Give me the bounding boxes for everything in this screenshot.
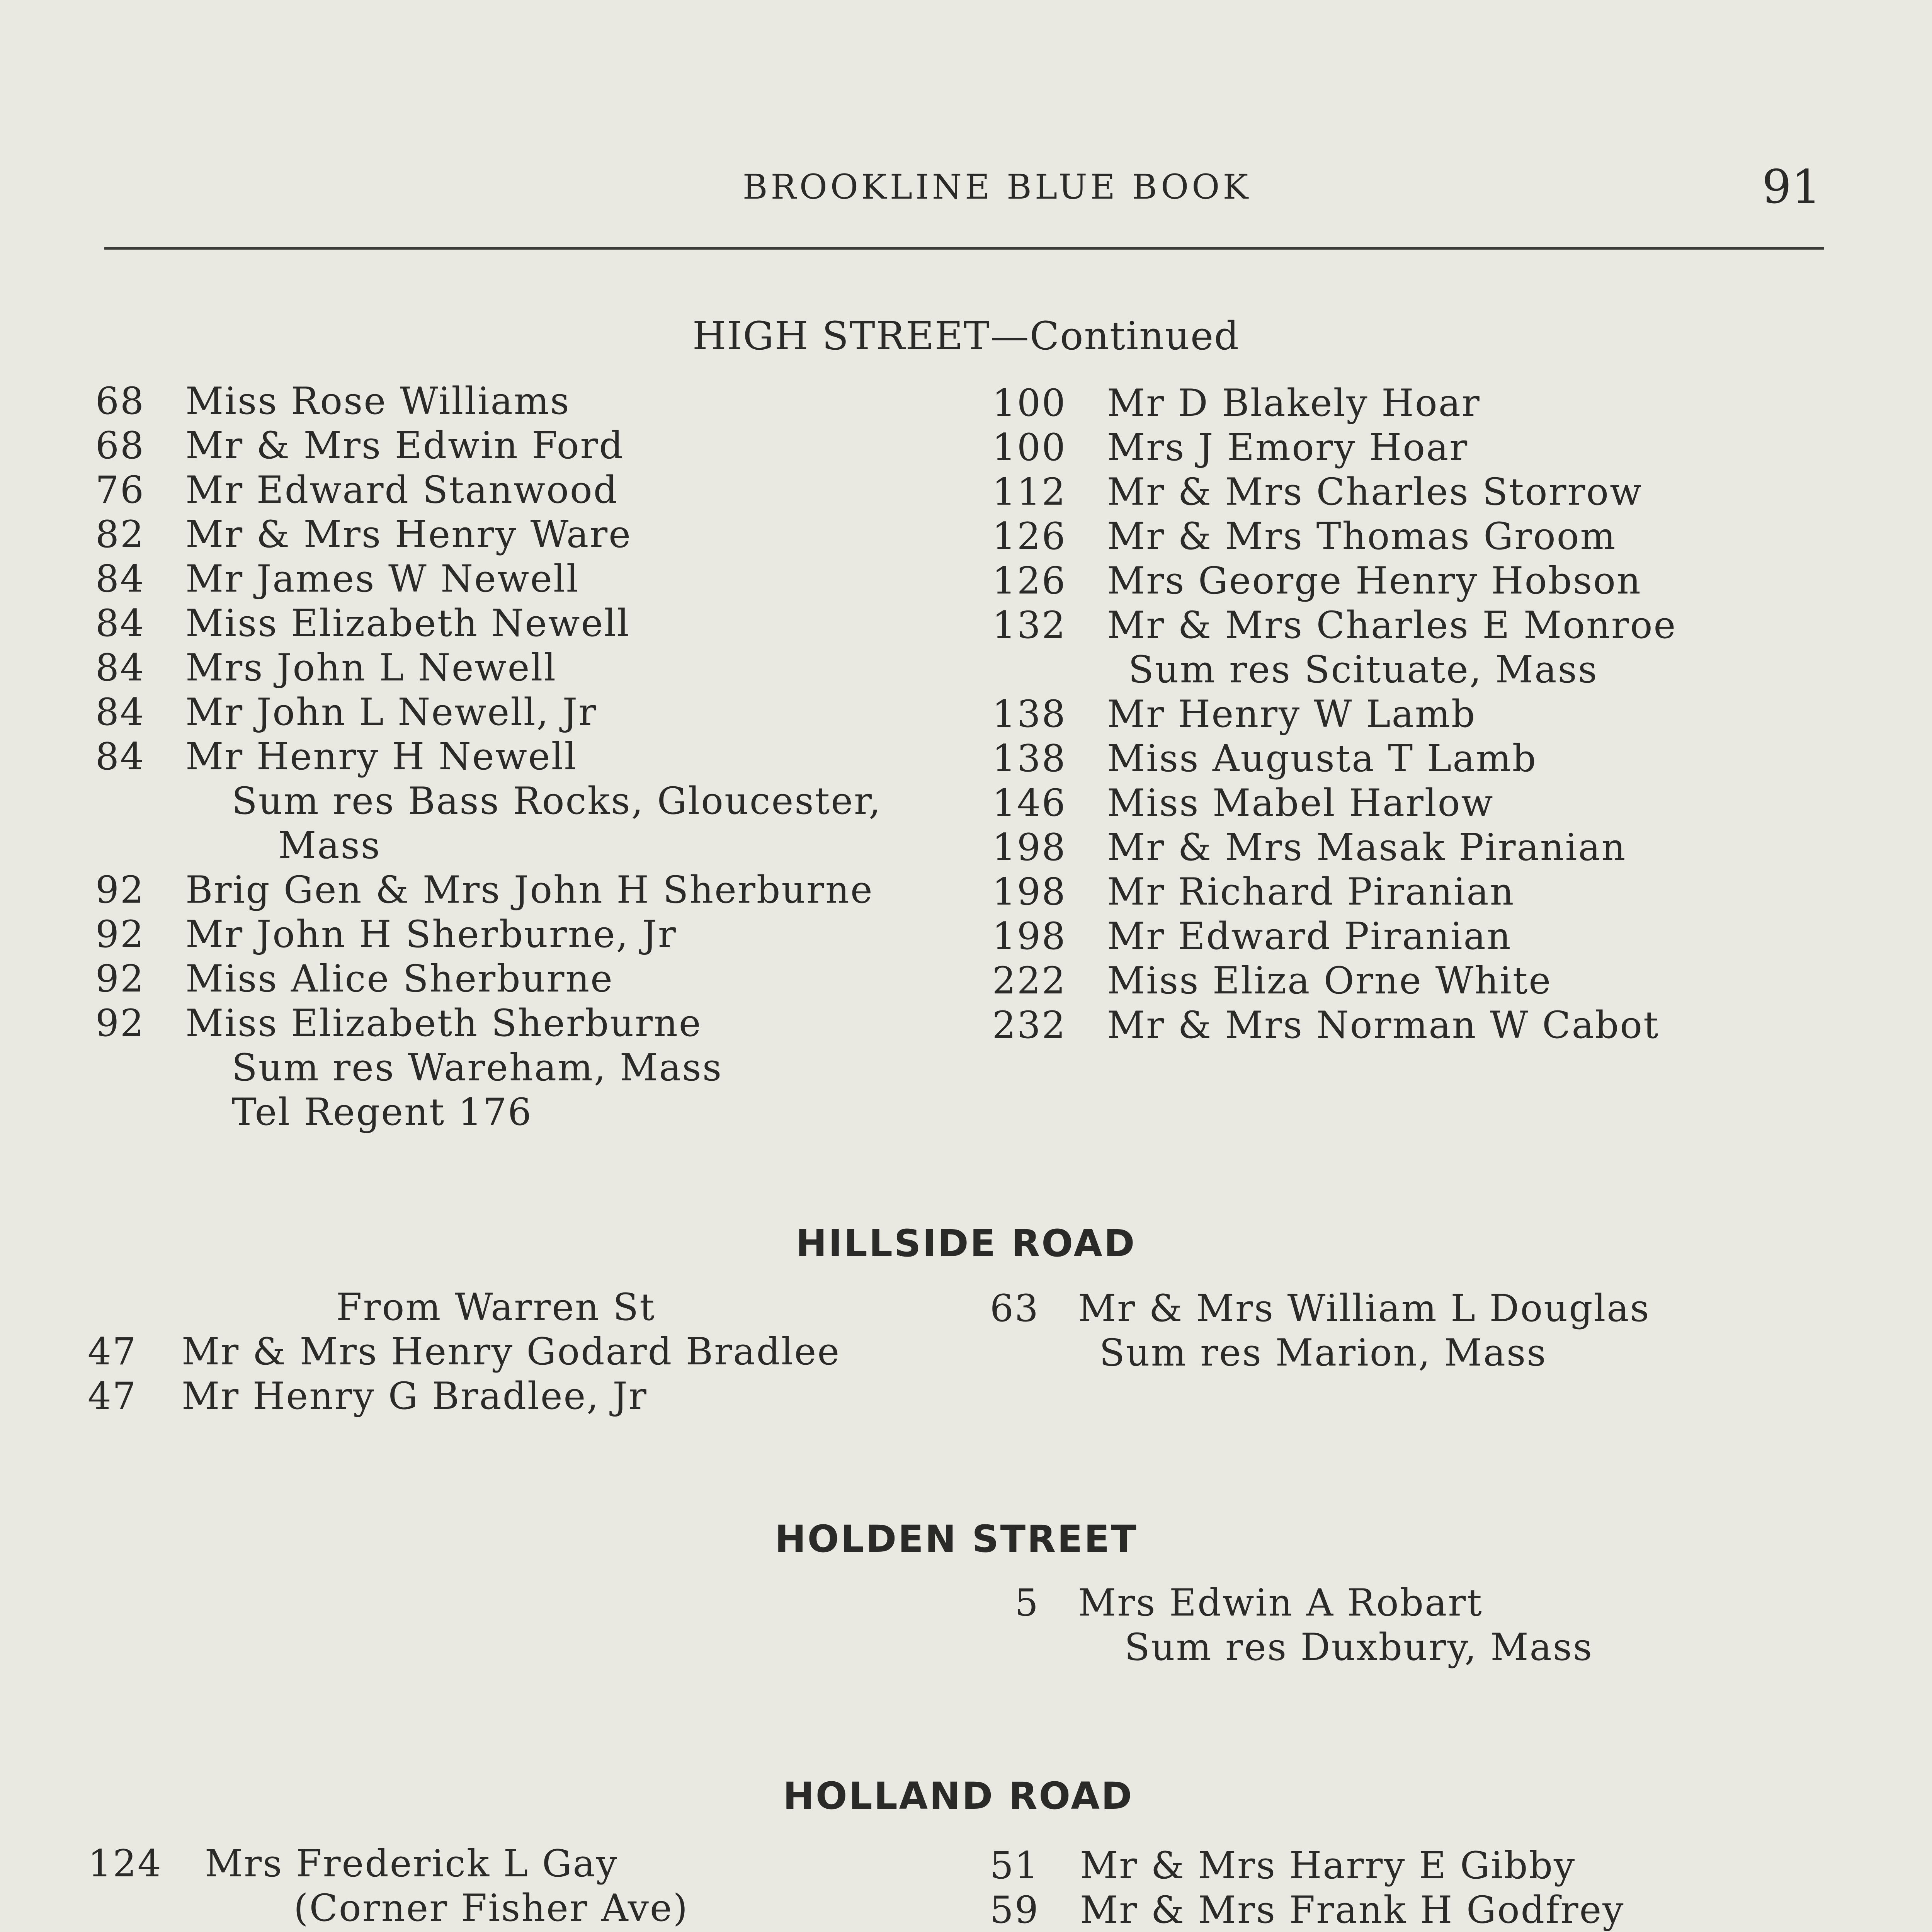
- running-header-title: BROOKLINE BLUE BOOK: [742, 167, 1252, 207]
- house-number: 84: [95, 602, 145, 645]
- resident-name: Mr & Mrs Masak Piranian: [1107, 826, 1627, 869]
- resident-name: Mrs George Henry Hobson: [1107, 559, 1642, 602]
- house-number: 222: [992, 959, 1066, 1002]
- house-number: 47: [87, 1374, 137, 1418]
- house-number: 232: [992, 1003, 1066, 1047]
- resident-name: Miss Elizabeth Newell: [185, 602, 630, 645]
- resident-name: Mrs Edwin A Robart: [1078, 1581, 1483, 1624]
- house-number: 47: [87, 1330, 137, 1373]
- resident-name: Mr & Mrs Norman W Cabot: [1107, 1003, 1660, 1047]
- house-number: 132: [992, 604, 1066, 647]
- resident-note: From Warren St: [336, 1286, 656, 1329]
- resident-name: Mr D Blakely Hoar: [1107, 381, 1481, 425]
- resident-name: Mr & Mrs Harry E Gibby: [1080, 1844, 1576, 1887]
- resident-name: Mr & Mrs Charles Storrow: [1107, 470, 1643, 514]
- resident-name: Mr John L Newell, Jr: [185, 690, 598, 734]
- section-heading-hillside-road: HILLSIDE ROAD: [796, 1222, 1136, 1265]
- house-number: 84: [95, 735, 145, 778]
- house-number: 100: [992, 381, 1066, 425]
- house-number: 63: [990, 1287, 1039, 1330]
- resident-name: Miss Alice Sherburne: [185, 957, 614, 1000]
- house-number: 68: [95, 424, 145, 467]
- house-number: 100: [992, 426, 1066, 469]
- house-number: 126: [992, 559, 1066, 602]
- resident-name: Mr & Mrs Henry Ware: [185, 513, 632, 556]
- house-number: 68: [95, 379, 145, 423]
- section-heading-high-street: HIGH STREET—Continued: [692, 313, 1240, 359]
- resident-name: Mr Edward Piranian: [1107, 915, 1512, 958]
- house-number: 198: [992, 915, 1066, 958]
- resident-name: Mr Edward Stanwood: [185, 468, 619, 512]
- house-number: 138: [992, 737, 1066, 780]
- resident-note: Sum res Wareham, Mass: [232, 1046, 723, 1089]
- house-number: 59: [990, 1888, 1039, 1932]
- house-number: 51: [990, 1844, 1039, 1887]
- resident-name: Miss Elizabeth Sherburne: [185, 1002, 702, 1045]
- resident-note: Sum res Scituate, Mass: [1128, 648, 1598, 691]
- resident-name: Mr Richard Piranian: [1107, 870, 1515, 913]
- header-rule: [104, 247, 1824, 250]
- resident-name: Mr & Mrs William L Douglas: [1078, 1287, 1650, 1330]
- resident-name: Mr & Mrs Edwin Ford: [185, 424, 624, 467]
- house-number: 82: [95, 513, 145, 556]
- section-heading-holden-street: HOLDEN STREET: [775, 1517, 1138, 1561]
- page-number: 91: [1762, 160, 1821, 214]
- resident-name: Mrs J Emory Hoar: [1107, 426, 1469, 469]
- resident-name: Mrs John L Newell: [185, 646, 557, 689]
- house-number: 198: [992, 826, 1066, 869]
- house-number: 84: [95, 646, 145, 689]
- resident-note: Sum res Duxbury, Mass: [1124, 1626, 1594, 1669]
- resident-note: Tel Regent 176: [232, 1090, 533, 1134]
- resident-name: Mr John H Sherburne, Jr: [185, 913, 677, 956]
- resident-note: (Corner Fisher Ave): [294, 1886, 689, 1930]
- resident-name: Miss Rose Williams: [185, 379, 571, 423]
- resident-name: Mr & Mrs Frank H Godfrey: [1080, 1888, 1625, 1932]
- resident-name: Mrs Frederick L Gay: [205, 1842, 619, 1885]
- resident-note: Mass: [278, 824, 381, 867]
- house-number: 84: [95, 557, 145, 600]
- house-number: 92: [95, 868, 145, 912]
- section-heading-holland-road: HOLLAND ROAD: [783, 1774, 1134, 1818]
- resident-name: Mr Henry W Lamb: [1107, 692, 1476, 736]
- resident-name: Mr & Mrs Charles E Monroe: [1107, 604, 1677, 647]
- house-number: 92: [95, 913, 145, 956]
- house-number: 138: [992, 692, 1066, 736]
- house-number: 5: [1014, 1581, 1039, 1624]
- resident-name: Miss Augusta T Lamb: [1107, 737, 1537, 780]
- resident-name: Miss Mabel Harlow: [1107, 781, 1494, 825]
- house-number: 198: [992, 870, 1066, 913]
- resident-name: Brig Gen & Mrs John H Sherburne: [185, 868, 874, 912]
- resident-name: Mr & Mrs Thomas Groom: [1107, 515, 1617, 558]
- house-number: 92: [95, 1002, 145, 1045]
- house-number: 112: [992, 470, 1066, 514]
- resident-name: Mr Henry G Bradlee, Jr: [182, 1374, 648, 1418]
- resident-note: Sum res Bass Rocks, Gloucester,: [232, 779, 882, 823]
- house-number: 146: [992, 781, 1066, 825]
- resident-name: Mr & Mrs Henry Godard Bradlee: [182, 1330, 841, 1373]
- house-number: 76: [95, 468, 145, 512]
- resident-name: Mr Henry H Newell: [185, 735, 578, 778]
- house-number: 124: [88, 1842, 162, 1885]
- resident-note: Sum res Marion, Mass: [1099, 1331, 1547, 1374]
- house-number: 126: [992, 515, 1066, 558]
- house-number: 92: [95, 957, 145, 1000]
- resident-name: Miss Eliza Orne White: [1107, 959, 1552, 1002]
- house-number: 84: [95, 690, 145, 734]
- resident-name: Mr James W Newell: [185, 557, 580, 600]
